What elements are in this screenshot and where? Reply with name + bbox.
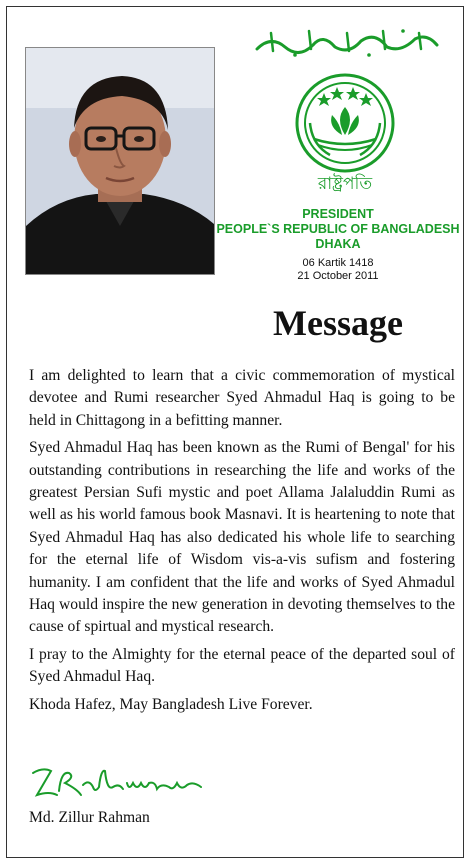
- date-block: [213, 257, 463, 283]
- message-page: [6, 6, 464, 858]
- portrait-photo: [25, 47, 215, 275]
- office-block: [213, 207, 463, 252]
- country-name: PEOPLE`S REPUBLIC OF BANGLADESH: [216, 222, 460, 236]
- handwritten-signature: [29, 761, 209, 805]
- date-bengali: 06 Kartik 1418: [302, 257, 374, 269]
- date-gregorian: 21 October 2011: [297, 270, 379, 282]
- signer-name: Md. Zillur Rahman: [29, 809, 150, 826]
- paragraph: Syed Ahmadul Haq has been known as the Rumi of Bengal' for his outstanding contributions in researching the life and works of the greatest Persian Sufi mystic and poet Allama Jalaluddin Rumi as well as his world famous book Masnavi. It is heartening to note that Syed Ahmadul Haq has also dedicated his whole life to searching for the eternal life of Wisdom vis-a-vis sufism and fostering humanity. I am confident that the life and works of Syed Ahmadul Haq would inspire the new generation in devoting themselves to the cause of spirtual and mystical research.: [29, 439, 455, 636]
- office-title: PRESIDENT: [302, 207, 374, 221]
- city-name: DHAKA: [315, 237, 361, 251]
- paragraph: Khoda Hafez, May Bangladesh Live Forever.: [29, 695, 313, 713]
- portrait-illustration: [26, 48, 214, 274]
- bismillah-calligraphy: [251, 27, 441, 59]
- paragraph: I pray to the Almighty for the eternal peace of the departed soul of Syed Ahmadul Haq.: [29, 645, 455, 686]
- emblem-script: রাষ্ট্রপতি: [317, 174, 373, 194]
- message-body: [29, 365, 455, 721]
- national-emblem: [290, 73, 400, 197]
- paragraph: I am delighted to learn that a civic commemoration of mystical devotee and Rumi researcher Syed Ahmadul Haq is going to be held in Chittagong in a befitting manner.: [29, 367, 455, 429]
- page-title: Message: [273, 303, 403, 343]
